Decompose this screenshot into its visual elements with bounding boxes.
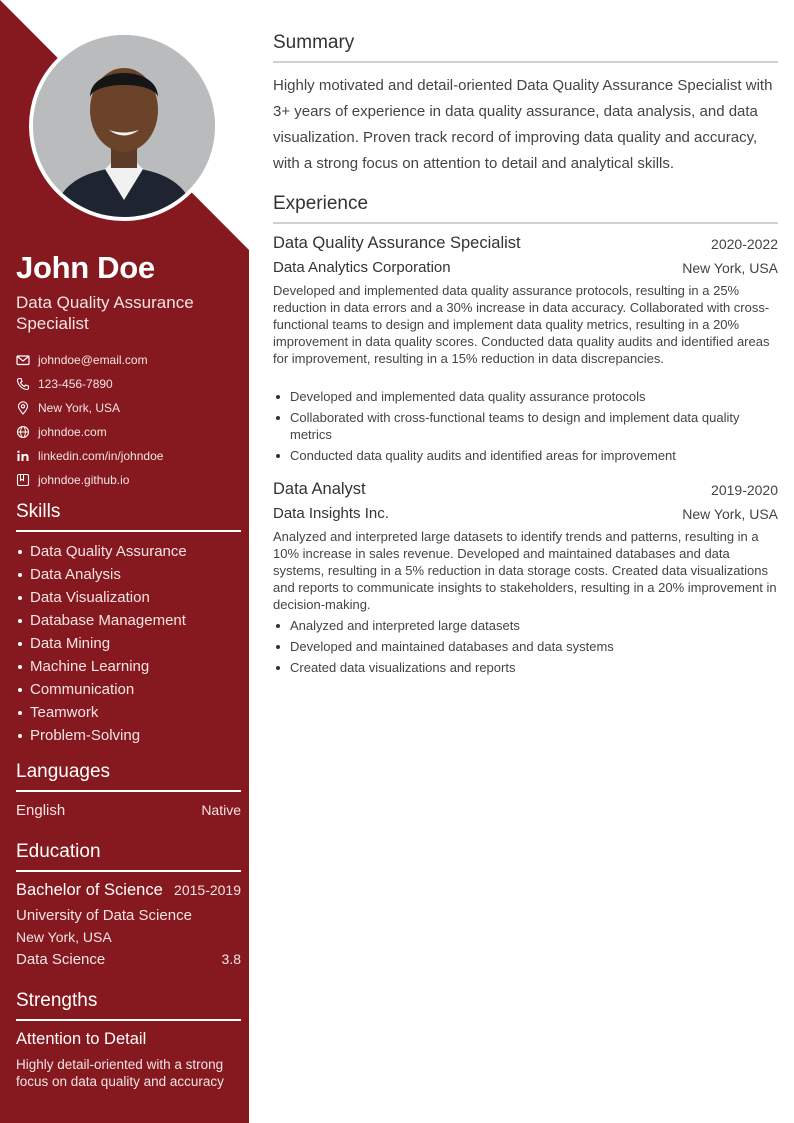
contact-phone[interactable] <box>16 372 241 396</box>
languages-heading: Languages <box>16 761 111 782</box>
list-item: Problem-Solving <box>16 724 241 747</box>
contact-phone-text: 123-456-7890 <box>38 377 113 391</box>
contact-list <box>16 348 241 492</box>
strength-description: Highly detail-oriented with a strong focus on data quality and accuracy <box>16 1057 224 1089</box>
experience-divider <box>273 222 778 224</box>
phone-icon <box>16 377 30 391</box>
education-school: University of Data Science <box>16 907 192 924</box>
language-row <box>16 802 241 819</box>
skills-heading: Skills <box>16 501 61 522</box>
education-field: Data Science <box>16 951 106 968</box>
location-icon <box>16 401 30 415</box>
list-item: Database Management <box>16 609 241 632</box>
list-item: Machine Learning <box>16 655 241 678</box>
list-item: Created data visualizations and reports <box>273 659 778 676</box>
list-item: Data Mining <box>16 632 241 655</box>
contact-github-text: johndoe.github.io <box>38 473 130 487</box>
list-item: Developed and maintained databases and data systems <box>273 638 778 655</box>
job-company: Data Analytics Corporation <box>273 259 451 276</box>
list-item: Data Analysis <box>16 563 241 586</box>
contact-location <box>16 396 241 420</box>
contact-github[interactable] <box>16 468 241 492</box>
education-divider <box>16 870 241 872</box>
job-location: New York, USA <box>682 506 778 522</box>
linkedin-icon <box>16 449 30 463</box>
education-degree-row <box>16 881 241 900</box>
experience-heading: Experience <box>273 193 369 214</box>
summary-heading: Summary <box>273 32 355 53</box>
job-bullets <box>273 617 778 680</box>
list-item: Collaborated with cross-functional teams to design and implement data quality metrics <box>273 409 778 443</box>
job-title: Data Quality Assurance Specialist <box>273 234 521 252</box>
education-location: New York, USA <box>16 929 112 945</box>
strengths-heading: Strengths <box>16 990 98 1011</box>
job-title: Data Analyst <box>273 480 366 498</box>
job-dates: 2019-2020 <box>711 482 778 498</box>
contact-location-text: New York, USA <box>38 401 121 415</box>
contact-linkedin[interactable] <box>16 444 241 468</box>
list-item: Teamwork <box>16 701 241 724</box>
sidebar <box>0 0 249 1123</box>
contact-website-text: johndoe.com <box>38 425 107 439</box>
list-item: Data Quality Assurance <box>16 540 241 563</box>
contact-email-text: johndoe@email.com <box>38 353 148 367</box>
skills-list <box>16 540 241 747</box>
language-name: English <box>16 802 66 819</box>
job-bullets <box>273 388 778 468</box>
list-item: Communication <box>16 678 241 701</box>
languages-divider <box>16 790 241 792</box>
job-description: Analyzed and interpreted large datasets to identify trends and patterns, resulting in a 10% increase in sales revenue. Developed and maintained databases and data systems, resulting in a 5% reduction in data storage costs. Created data visualizations and reports to communicate insights to stakeholders, resulting in a 20% improvement in decision-making. <box>273 529 777 612</box>
github-icon <box>16 473 30 487</box>
list-item: Analyzed and interpreted large datasets <box>273 617 778 634</box>
candidate-title: Data Quality Assurance Specialist <box>16 293 194 333</box>
job-company: Data Insights Inc. <box>273 505 389 522</box>
summary-divider <box>273 61 778 63</box>
contact-website[interactable] <box>16 420 241 444</box>
strength-title: Attention to Detail <box>16 1030 147 1048</box>
summary-text: Highly motivated and detail-oriented Data Quality Assurance Specialist with 3+ years of experience in data quality assurance, data analysis, and data visualization. Proven track record of improving data quality and accuracy, with a strong focus on attention to detail and analytical skills. <box>273 77 773 172</box>
education-dates: 2015-2019 <box>174 882 241 898</box>
job-dates: 2020-2022 <box>711 236 778 252</box>
contact-email[interactable] <box>16 348 241 372</box>
globe-icon <box>16 425 30 439</box>
list-item: Developed and implemented data quality assurance protocols <box>273 388 778 405</box>
language-level: Native <box>201 802 241 818</box>
education-degree: Bachelor of Science <box>16 881 163 899</box>
contact-linkedin-text: linkedin.com/in/johndoe <box>38 449 164 463</box>
education-gpa: 3.8 <box>221 951 241 967</box>
strengths-divider <box>16 1019 241 1021</box>
skills-divider <box>16 530 241 532</box>
list-item: Data Visualization <box>16 586 241 609</box>
job-description: Developed and implemented data quality assurance protocols, resulting in a 25% reduction in data errors and a 30% increase in data accuracy. Collaborated with cross-functional teams to design and implement data quality metrics, resulting in a 20% improvement in data quality scores. Conducted data quality audits and identified areas for improvement, resulting in a 15% reduction in data discrepancies. <box>273 283 770 366</box>
list-item: Conducted data quality audits and identified areas for improvement <box>273 447 778 464</box>
education-heading: Education <box>16 841 101 862</box>
person-avatar-icon <box>33 35 215 217</box>
email-icon <box>16 353 30 367</box>
job-location: New York, USA <box>682 260 778 276</box>
candidate-name: John Doe <box>16 250 155 285</box>
profile-photo <box>29 31 219 221</box>
education-field-row <box>16 951 241 968</box>
